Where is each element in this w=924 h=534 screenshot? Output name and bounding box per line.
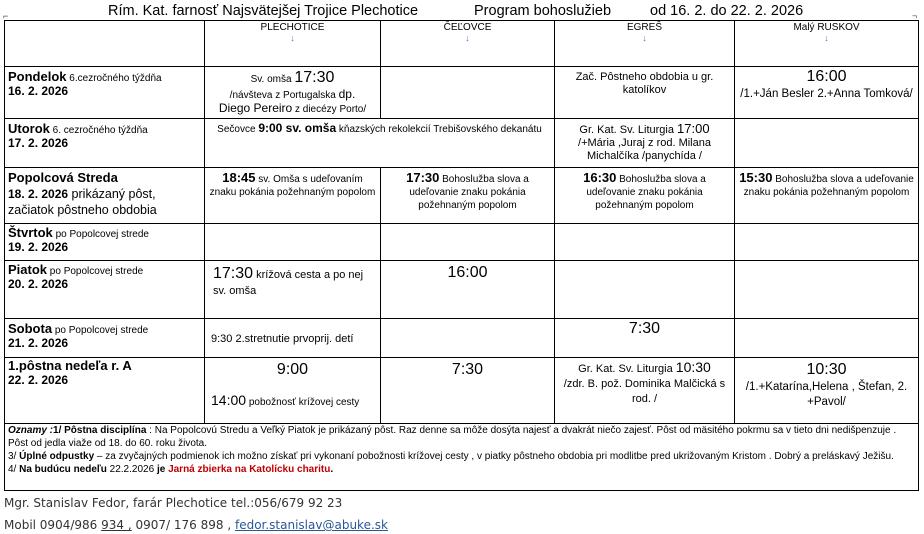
footer-contact: Mgr. Stanislav Fedor, farár Plechotice tel.:056/679 92 23	[4, 496, 343, 510]
day-date: 16. 2. 2026	[8, 84, 69, 98]
day-date: 21. 2. 2026	[8, 336, 69, 350]
row-saturday	[5, 319, 919, 358]
column-label: PLECHOTICE	[260, 22, 325, 33]
cell-text: Sv. omša	[250, 74, 292, 85]
document-title	[0, 2, 924, 20]
cell-time: 10:30	[806, 361, 847, 378]
cell-sunday-celovce	[381, 358, 555, 424]
corner-mark-left: ⌐	[3, 11, 9, 21]
day-cell-monday	[5, 67, 205, 119]
cell-text: z diecézy Porto/	[295, 104, 367, 115]
day-date: 17. 2. 2026	[8, 136, 69, 150]
note-date: 22.2.2026	[109, 464, 155, 475]
note-highlight: Jarná zbierka na Katolícku charitu	[168, 464, 331, 475]
cell-time: 9:00 sv. omša	[258, 121, 337, 135]
cell-time: 17:30	[406, 170, 440, 185]
column-header-egres	[555, 21, 735, 67]
cell-time: 17:30	[294, 69, 335, 86]
parish-name: Rím. Kat. farnosť Najsvätejšej Trojice Plechotice	[108, 3, 419, 19]
header-empty-cell	[5, 21, 205, 67]
cell-text: /1.+Ján Besler 2.+Anna Tomková/	[740, 88, 913, 100]
mobile-number: Mobil 0904/986	[4, 518, 98, 532]
cell-thursday-plechotice	[205, 224, 381, 261]
row-notes	[5, 424, 919, 491]
cell-thursday-egres	[555, 224, 735, 261]
notes-cell	[5, 424, 919, 491]
arrow-down-icon: ↓	[642, 33, 647, 43]
cell-time: 16:00	[806, 68, 847, 85]
cell-tuesday-egres	[555, 119, 735, 168]
corner-mark-right: ¬	[912, 11, 918, 21]
cell-text: /1.+Katarína,Helena , Štefan, 2. +Pavol/	[745, 381, 908, 408]
day-name: Sobota	[8, 321, 53, 336]
note-text: : Na Popolcovú Stredu a Veľký Piatok je prikázaný pôst. Raz denne sa môže dosýta najesť a dvakrát niečo zajesť. Pôst od mäsitého pokrmu sa v tieto dni nedišpenzuje . Pôst od jedla viaže od 18. do 60. roku života.	[8, 425, 897, 449]
cell-time: 9:00	[276, 361, 309, 378]
cell-monday-egres	[555, 67, 735, 119]
cell-monday-ruskov	[735, 67, 919, 119]
cell-text: /návšteva z Portugalska	[229, 90, 336, 101]
note-text: – za zvyčajných podmienok ich možno získať pri vykonaní pobožnosti krížovej cesty , v piatky pôstneho obdobia pri modlitbe pred ukrižovaným Kristom . Dobrý a preláskavý Ježišu.	[96, 451, 894, 462]
mobile-number-2: 0907/ 176 898 ,	[135, 518, 232, 532]
row-thursday	[5, 224, 919, 261]
note-number: 3/	[8, 451, 17, 462]
day-date: 20. 2. 2026	[8, 277, 69, 291]
day-cell-thursday	[5, 224, 205, 261]
arrow-down-icon: ↓	[465, 33, 470, 43]
day-date: 19. 2. 2026	[8, 240, 69, 254]
day-date: 22. 2. 2026	[8, 373, 69, 387]
cell-text: Bohoslužba slova a udeľovanie znaku pokánia požehnaným popolom	[586, 174, 706, 211]
day-cell-friday	[5, 261, 205, 319]
cell-text: 9:30 2.stretnutie prvoprij. detí	[211, 333, 354, 345]
cell-wednesday-celovce	[381, 168, 555, 224]
cell-time: 17:30	[213, 265, 254, 282]
cell-time: 7:30	[451, 361, 484, 378]
cell-wednesday-ruskov	[735, 168, 919, 224]
notes-label: Oznamy :	[8, 425, 54, 436]
day-subtitle: po Popolcovej strede	[49, 266, 144, 277]
day-name: Pondelok	[8, 69, 67, 84]
day-subtitle: po Popolcovej strede	[54, 325, 149, 336]
cell-text: Zač. Pôstneho obdobia u gr. katolíkov	[575, 71, 714, 96]
day-cell-saturday	[5, 319, 205, 358]
cell-tuesday-ruskov	[735, 119, 919, 168]
note-heading: Na budúcu nedeľu	[19, 464, 107, 475]
row-sunday	[5, 358, 919, 424]
note-text: je	[156, 464, 166, 475]
cell-text: krížová cesta a po nej sv. omša	[213, 269, 364, 297]
cell-time: 17:00	[677, 121, 710, 136]
arrow-down-icon: ↓	[824, 33, 829, 43]
cell-wednesday-plechotice	[205, 168, 381, 224]
row-friday	[5, 261, 919, 319]
cell-wednesday-egres	[555, 168, 735, 224]
cell-saturday-ruskov	[735, 319, 919, 358]
cell-time: 7:30	[628, 320, 661, 337]
cell-saturday-plechotice	[205, 319, 381, 358]
column-header-maly-ruskov	[735, 21, 919, 67]
cell-sunday-plechotice	[205, 358, 381, 424]
day-subtitle: 6.cezročného týždňa	[69, 73, 162, 84]
mobile-number-tail: 934 ,	[101, 518, 132, 532]
cell-friday-plechotice	[205, 261, 381, 319]
cell-sunday-egres	[555, 358, 735, 424]
cell-text: /+Mária ,Juraj z rod. Milana Michalčíka /panychída /	[578, 137, 711, 162]
cell-text: /zdr. B. pož. Dominika Malčická s rod. /	[563, 378, 726, 405]
cell-time: 16:00	[447, 264, 488, 281]
day-name: Utorok	[8, 121, 50, 136]
cell-thursday-celovce	[381, 224, 555, 261]
cell-sunday-ruskov	[735, 358, 919, 424]
day-name: Piatok	[8, 262, 48, 277]
column-header-plechotice	[205, 21, 381, 67]
cell-text: dp.	[338, 87, 356, 101]
day-name: Popolcová Streda	[8, 170, 118, 185]
day-name: 1.pôstna nedeľa r. A	[8, 358, 132, 373]
cell-text: Diego Pereiro	[218, 101, 293, 115]
day-name: Štvrtok	[8, 225, 53, 240]
schedule-table	[4, 20, 919, 491]
cell-text: Sečovce	[217, 124, 256, 135]
cell-thursday-ruskov	[735, 224, 919, 261]
cell-friday-celovce	[381, 261, 555, 319]
day-subtitle: 6. cezročného týždňa	[52, 125, 148, 136]
column-header-celovce	[381, 21, 555, 67]
cell-saturday-egres	[555, 319, 735, 358]
cell-text: kňazských rekolekcií Trebišovského dekanátu	[338, 124, 542, 135]
day-cell-tuesday	[5, 119, 205, 168]
cell-text: sv. Omša s udeľovaním znaku pokánia požehnaným popolom	[209, 174, 376, 198]
day-subtitle: prikázaný pôst, začiatok pôstneho obdobia	[8, 187, 157, 217]
cell-monday-plechotice	[205, 67, 381, 119]
row-monday	[5, 67, 919, 119]
column-label: EGREŠ	[626, 22, 662, 33]
note-number: 1/	[53, 425, 62, 436]
cell-text: Gr. Kat. Sv. Liturgia	[578, 363, 673, 375]
cell-tuesday-plechotice	[205, 119, 555, 168]
cell-time: 16:30	[583, 170, 617, 185]
header-row	[5, 21, 919, 67]
cell-time: 15:30	[739, 170, 773, 185]
column-label: ČEĽOVCE	[443, 22, 492, 33]
cell-text: Bohoslužba slova a udeľovanie znaku pokánia požehnaným popolom	[743, 174, 914, 198]
day-subtitle: po Popolcovej strede	[55, 229, 149, 240]
cell-text: Bohoslužba slova a udeľovanie znaku pokánia požehnaným popolom	[409, 174, 529, 211]
date-range: od 16. 2. do 22. 2. 2026	[650, 3, 804, 19]
day-cell-sunday	[5, 358, 205, 424]
note-heading: Úplné odpustky	[19, 451, 95, 462]
email-link[interactable]: fedor.stanislav@abuke.sk	[234, 518, 388, 532]
cell-time: 14:00	[211, 392, 247, 408]
day-cell-wednesday	[5, 168, 205, 224]
cell-time: 18:45	[222, 170, 256, 185]
cell-saturday-celovce	[381, 319, 555, 358]
cell-text: Gr. Kat. Sv. Liturgia	[579, 124, 674, 136]
footer-mobile	[4, 518, 388, 533]
day-date: 18. 2. 2026	[8, 187, 69, 201]
row-wednesday	[5, 168, 919, 224]
cell-time: 10:30	[675, 359, 711, 375]
cell-friday-egres	[555, 261, 735, 319]
cell-monday-celovce	[381, 67, 555, 119]
program-label: Program bohoslužieb	[474, 3, 612, 19]
note-text: .	[330, 464, 334, 475]
cell-friday-ruskov	[735, 261, 919, 319]
note-number: 4/	[8, 464, 17, 475]
cell-text: pobožnosť krížovej cesty	[248, 397, 360, 408]
row-tuesday	[5, 119, 919, 168]
note-heading: Pôstna disciplína	[64, 425, 147, 436]
column-label: Malý RUSKOV	[793, 22, 860, 33]
arrow-down-icon: ↓	[290, 33, 295, 43]
